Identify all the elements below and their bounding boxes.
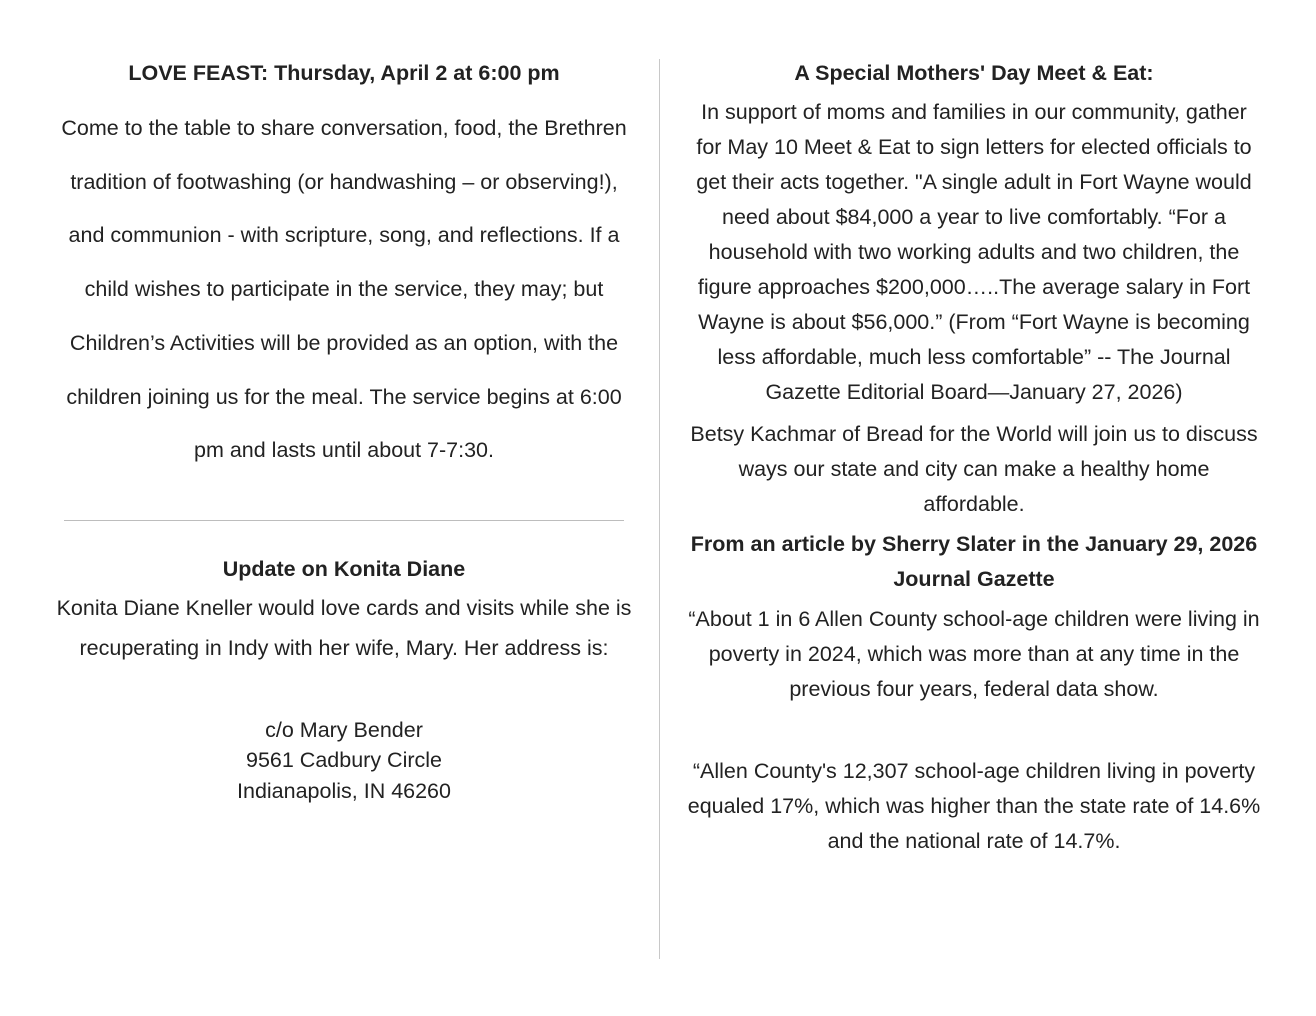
mothers-day-title: A Special Mothers' Day Meet & Eat: (794, 61, 1154, 85)
address-line-3: Indianapolis, IN 46260 (237, 778, 451, 803)
address-line-1: c/o Mary Bender (265, 717, 423, 742)
mailing-address (56, 715, 632, 807)
love-feast-body: Come to the table to share conversation, food, the Brethren tradition of footwashing (or handwashing – or observing!), and communion - with scripture, song, and reflections. If a child wishes to participate in the service, they may; but Children’s Activities will be provided as an option, with the children joining us for the meal. The service begins at 6:00 pm and lasts until about 7-7:30. (61, 116, 627, 463)
betsy-kachmar-note: Betsy Kachmar of Bread for the World will join us to discuss ways our state and city can make a healthy home affordable. (690, 422, 1258, 516)
address-line-2: 9561 Cadbury Circle (246, 748, 442, 773)
konita-update-section (56, 554, 632, 807)
mothers-day-section (686, 58, 1262, 522)
article-title: From an article by Sherry Slater in the January 29, 2026 Journal Gazette (690, 532, 1258, 591)
mothers-day-body: In support of moms and families in our community, gather for May 10 Meet & Eat to sign letters for elected officials to get their acts together. "A single adult in Fort Wayne would need about $84,000 a year to live comfortably. “For a household with two working adults and two children, the figure approaches $200,000…..The average salary in Fort Wayne is about $56,000.” (From “Fort Wayne is becoming less affordable, much less comfortable” -- The Journal Gazette Editorial Board—January 27, 2026) (696, 100, 1252, 404)
article-quote-2: “Allen County's 12,307 school-age children living in poverty equaled 17%, which was higher than the state rate of 14.6% and the national rate of 14.7%. (687, 759, 1261, 853)
article-section (686, 527, 1262, 859)
column-divider (659, 59, 660, 959)
love-feast-title: LOVE FEAST: Thursday, April 2 at 6:00 pm (128, 61, 560, 85)
konita-update-body: Konita Diane Kneller would love cards and visits while she is recuperating in Indy with her wife, Mary. Her address is: (56, 595, 632, 660)
section-divider (64, 520, 624, 521)
konita-update-title: Update on Konita Diane (222, 556, 466, 581)
left-column (56, 58, 632, 806)
article-quote-1: “About 1 in 6 Allen County school-age children were living in poverty in 2024, which was more than at any time in the previous four years, federal data show. (688, 607, 1260, 701)
right-column (686, 58, 1262, 859)
love-feast-section (56, 58, 632, 478)
